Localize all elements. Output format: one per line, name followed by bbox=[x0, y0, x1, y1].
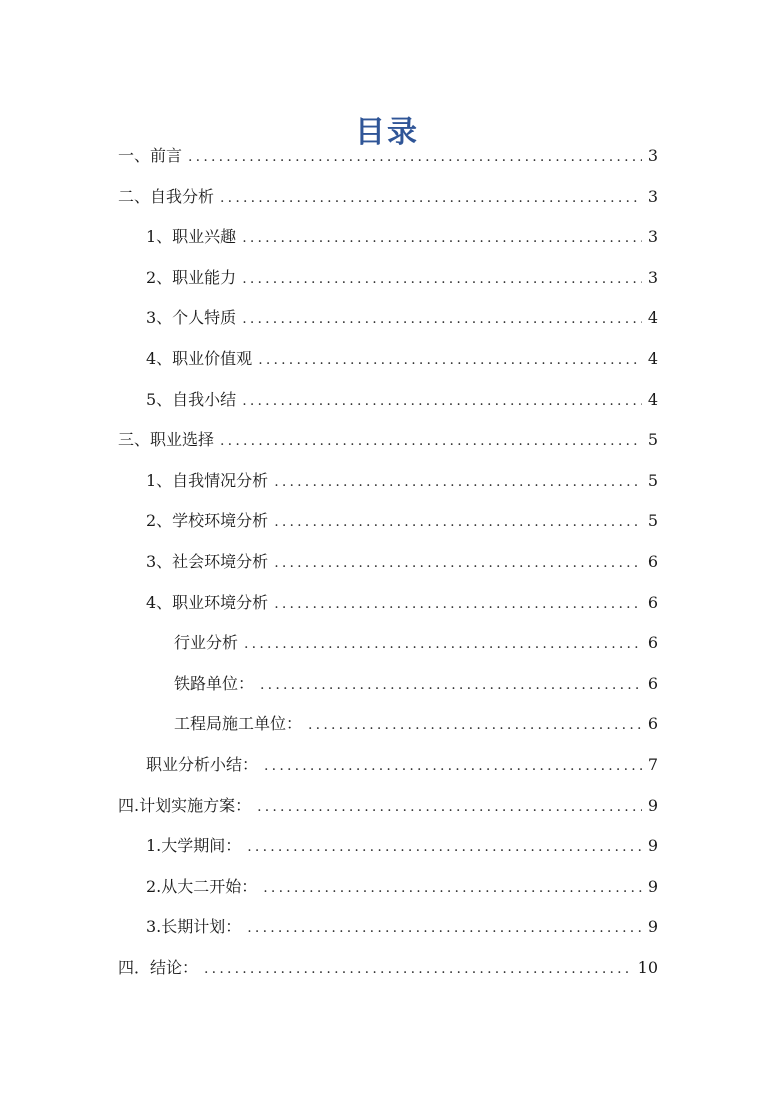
toc-dot-leader bbox=[242, 381, 642, 422]
toc-dot-leader bbox=[274, 584, 642, 625]
toc-entry-page-number: 6 bbox=[647, 551, 658, 571]
toc-entry-label: 1、职业兴趣 bbox=[146, 227, 237, 247]
toc-title: 目录 bbox=[355, 115, 419, 151]
toc-entry[interactable] bbox=[118, 380, 658, 421]
toc-entry-page-number: 9 bbox=[647, 795, 658, 815]
toc-entry-label: 4、职业价值观 bbox=[146, 348, 253, 368]
toc-dot-leader bbox=[220, 178, 642, 219]
toc-dot-leader bbox=[308, 705, 642, 746]
toc-entry[interactable] bbox=[118, 177, 658, 218]
toc-entry-label: 2.从大二开始： bbox=[146, 876, 258, 896]
toc-dot-leader bbox=[242, 218, 642, 259]
toc-dot-leader bbox=[242, 259, 642, 300]
toc-entry-page-number: 3 bbox=[647, 146, 658, 165]
toc-entry-label: 四.计划实施方案： bbox=[118, 795, 252, 815]
toc-entry-label: 四．结论： bbox=[118, 957, 199, 977]
toc-dot-leader bbox=[247, 827, 642, 868]
toc-dot-leader bbox=[260, 665, 642, 706]
toc-entry[interactable] bbox=[118, 420, 658, 461]
toc-entry[interactable] bbox=[118, 704, 658, 745]
toc-entry-page-number: 6 bbox=[647, 592, 658, 612]
toc-entry-label: 二、自我分析 bbox=[118, 186, 215, 206]
toc-entry-label: 职业分析小结： bbox=[146, 754, 259, 774]
toc-entry-page-number: 4 bbox=[647, 389, 658, 409]
toc-entry-page-number: 9 bbox=[647, 836, 658, 856]
toc-dot-leader bbox=[264, 746, 642, 787]
toc-dot-leader bbox=[204, 949, 632, 990]
toc-entry-page-number: 9 bbox=[647, 917, 658, 937]
toc-entry[interactable] bbox=[118, 339, 658, 380]
toc-entry[interactable] bbox=[118, 745, 658, 786]
toc-entry[interactable] bbox=[118, 664, 658, 705]
toc-entry-label: 1、自我情况分析 bbox=[146, 470, 269, 490]
toc-dot-leader bbox=[257, 787, 642, 828]
toc-list bbox=[118, 136, 658, 988]
toc-entry[interactable] bbox=[118, 298, 658, 339]
toc-entry-page-number: 6 bbox=[647, 714, 658, 734]
toc-entry-page-number: 5 bbox=[647, 511, 658, 531]
toc-entry-label: 3、社会环境分析 bbox=[146, 551, 269, 571]
toc-entry-page-number: 6 bbox=[647, 673, 658, 693]
toc-entry-label: 工程局施工单位： bbox=[174, 714, 303, 734]
toc-dot-leader bbox=[220, 421, 642, 462]
toc-entry-label: 1.大学期间： bbox=[146, 836, 242, 856]
toc-dot-leader bbox=[274, 462, 642, 503]
toc-entry-label: 一、前言 bbox=[118, 146, 183, 165]
toc-entry-page-number: 10 bbox=[637, 957, 658, 977]
toc-entry[interactable] bbox=[118, 948, 658, 989]
toc-dot-leader bbox=[242, 299, 642, 340]
toc-entry-page-number: 7 bbox=[647, 754, 658, 774]
toc-entry-label: 三、职业选择 bbox=[118, 430, 215, 450]
toc-entry-page-number: 5 bbox=[647, 470, 658, 490]
toc-entry-label: 行业分析 bbox=[174, 633, 239, 653]
toc-entry[interactable] bbox=[118, 542, 658, 583]
toc-entry[interactable] bbox=[118, 826, 658, 867]
toc-dot-leader bbox=[188, 137, 642, 178]
toc-dot-leader bbox=[244, 624, 642, 665]
toc-dot-leader bbox=[274, 543, 642, 584]
toc-entry-page-number: 4 bbox=[647, 308, 658, 328]
toc-entry[interactable] bbox=[118, 583, 658, 624]
toc-entry[interactable] bbox=[118, 786, 658, 827]
toc-entry[interactable] bbox=[118, 258, 658, 299]
toc-dot-leader bbox=[258, 340, 642, 381]
toc-entry-label: 2、职业能力 bbox=[146, 267, 237, 287]
toc-dot-leader bbox=[274, 502, 642, 543]
toc-dot-leader bbox=[247, 908, 642, 949]
toc-entry-label: 2、学校环境分析 bbox=[146, 511, 269, 531]
toc-entry[interactable] bbox=[118, 461, 658, 502]
toc-entry-page-number: 3 bbox=[647, 267, 658, 287]
toc-entry-page-number: 5 bbox=[647, 430, 658, 450]
toc-dot-leader bbox=[263, 868, 642, 909]
toc-entry-page-number: 9 bbox=[647, 876, 658, 896]
toc-entry-label: 4、职业环境分析 bbox=[146, 592, 269, 612]
toc-entry-label: 5、自我小结 bbox=[146, 389, 237, 409]
toc-entry[interactable] bbox=[118, 623, 658, 664]
toc-entry-label: 3.长期计划： bbox=[146, 917, 242, 937]
toc-entry-page-number: 4 bbox=[647, 348, 658, 368]
toc-entry[interactable] bbox=[118, 867, 658, 908]
toc-entry-page-number: 3 bbox=[647, 186, 658, 206]
toc-entry[interactable] bbox=[118, 136, 658, 177]
toc-entry[interactable] bbox=[118, 501, 658, 542]
toc-entry[interactable] bbox=[118, 217, 658, 258]
toc-entry-page-number: 6 bbox=[647, 633, 658, 653]
toc-entry-label: 3、个人特质 bbox=[146, 308, 237, 328]
toc-entry[interactable] bbox=[118, 907, 658, 948]
toc-entry-page-number: 3 bbox=[647, 227, 658, 247]
toc-entry-label: 铁路单位： bbox=[174, 673, 255, 693]
